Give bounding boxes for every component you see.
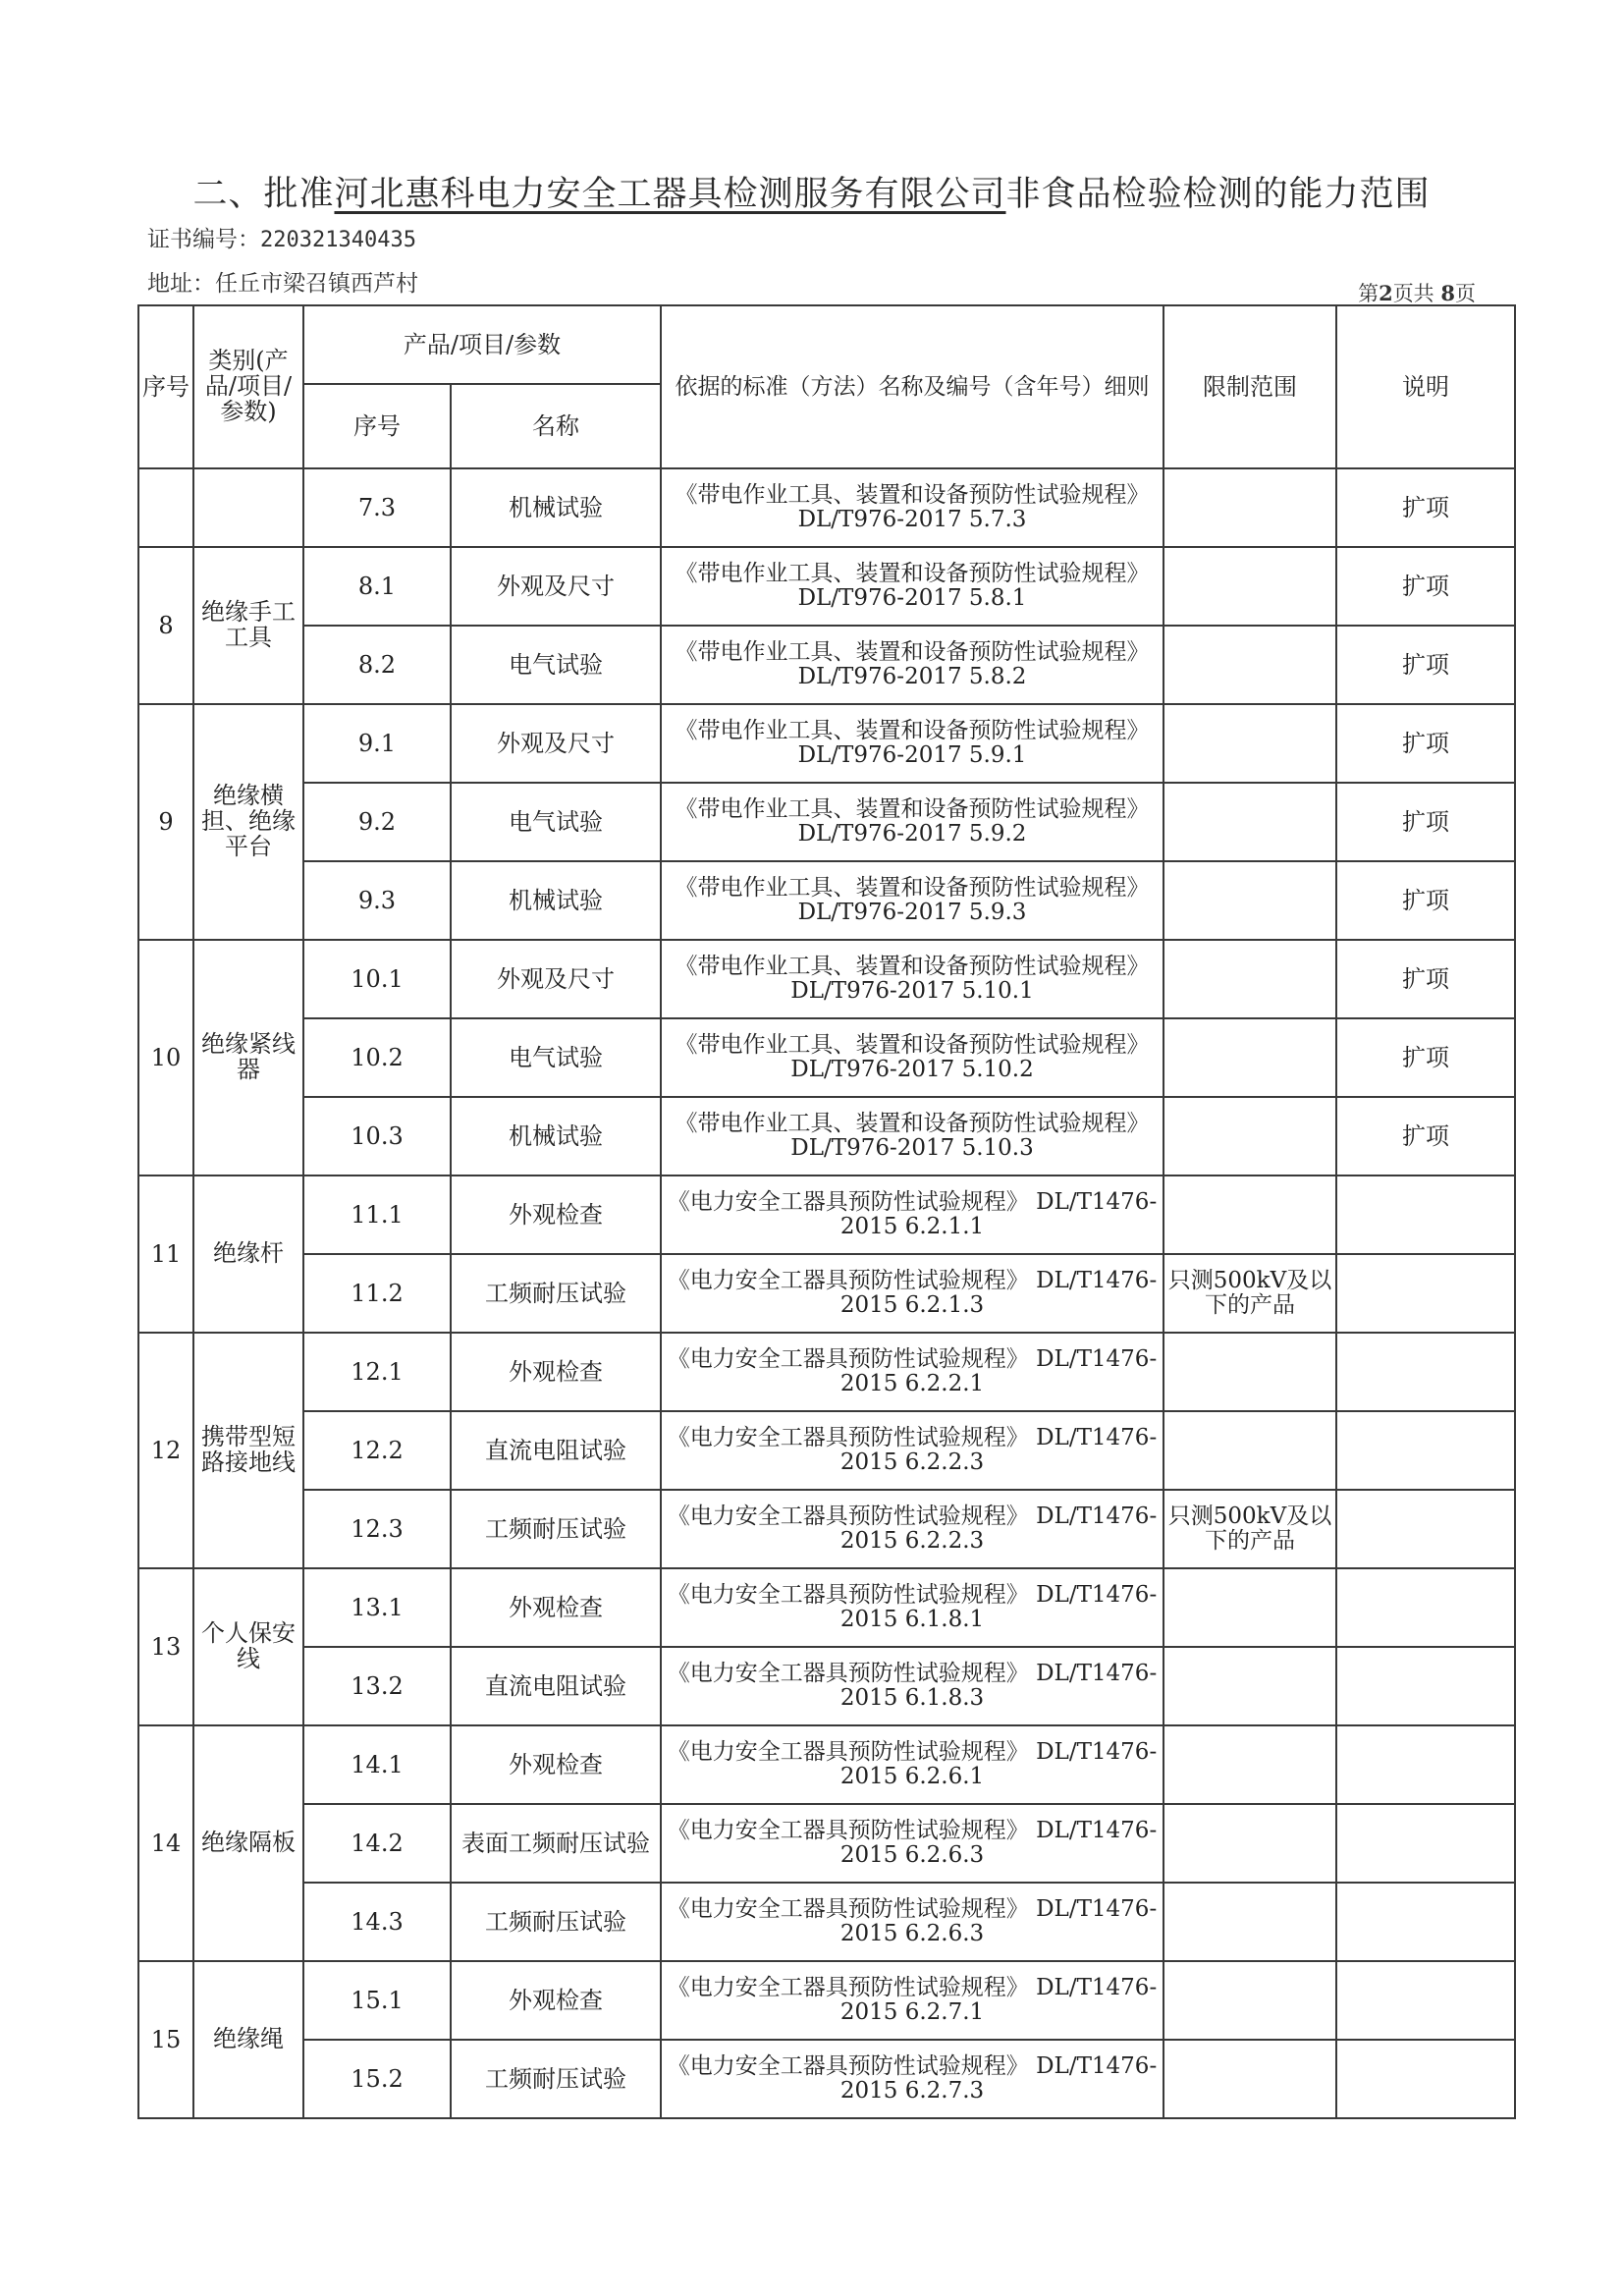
item-note: [1336, 1175, 1515, 1254]
group-seq: 12: [138, 1333, 193, 1568]
item-name: 外观检查: [451, 1568, 661, 1647]
item-standard: 《带电作业工具、装置和设备预防性试验规程》 DL/T976-2017 5.10.2: [661, 1018, 1163, 1097]
item-name: 工频耐压试验: [451, 1490, 661, 1568]
item-standard: 《带电作业工具、装置和设备预防性试验规程》 DL/T976-2017 5.9.3: [661, 861, 1163, 940]
header-seq: 序号: [138, 305, 193, 468]
item-note: 扩项: [1336, 547, 1515, 626]
item-sub-seq: 8.2: [303, 626, 451, 704]
group-category: 绝缘横担、绝缘平台: [193, 704, 303, 940]
table-row: [138, 1647, 1515, 1725]
item-sub-seq: 10.3: [303, 1097, 451, 1175]
item-note: [1336, 1490, 1515, 1568]
item-name: 直流电阻试验: [451, 1647, 661, 1725]
group-category: 绝缘手工工具: [193, 547, 303, 704]
item-sub-seq: 14.1: [303, 1725, 451, 1804]
item-note: [1336, 1254, 1515, 1333]
item-sub-seq: 11.1: [303, 1175, 451, 1254]
item-standard: 《电力安全工器具预防性试验规程》 DL/T1476-2015 6.2.1.1: [661, 1175, 1163, 1254]
item-name: 外观检查: [451, 1961, 661, 2040]
item-note: [1336, 1961, 1515, 2040]
item-name: 表面工频耐压试验: [451, 1804, 661, 1883]
item-limit: [1163, 1568, 1336, 1647]
item-standard: 《带电作业工具、装置和设备预防性试验规程》 DL/T976-2017 5.8.2: [661, 626, 1163, 704]
header-note: 说明: [1336, 305, 1515, 468]
page-middle: 页共: [1392, 282, 1434, 305]
item-standard: 《电力安全工器具预防性试验规程》 DL/T1476-2015 6.2.2.3: [661, 1411, 1163, 1490]
item-note: [1336, 1333, 1515, 1411]
item-name: 工频耐压试验: [451, 1254, 661, 1333]
group-seq: 11: [138, 1175, 193, 1333]
page-current: 2: [1379, 281, 1393, 305]
table-row: [138, 1097, 1515, 1175]
table-row: [138, 2040, 1515, 2118]
cert-label: 证书编号：: [147, 227, 260, 252]
table-body: [138, 468, 1515, 2118]
header-product-group: 产品/项目/参数: [303, 305, 661, 384]
item-note: [1336, 1647, 1515, 1725]
table-row: [138, 1175, 1515, 1254]
item-sub-seq: 11.2: [303, 1254, 451, 1333]
item-name: 电气试验: [451, 1018, 661, 1097]
item-sub-seq: 15.1: [303, 1961, 451, 2040]
item-sub-seq: 12.3: [303, 1490, 451, 1568]
item-standard: 《电力安全工器具预防性试验规程》 DL/T1476-2015 6.2.1.3: [661, 1254, 1163, 1333]
title-prefix: 二、批准: [192, 175, 335, 214]
item-sub-seq: 12.1: [303, 1333, 451, 1411]
item-limit: [1163, 861, 1336, 940]
item-limit: 只测500kV及以下的产品: [1163, 1490, 1336, 1568]
item-name: 外观检查: [451, 1333, 661, 1411]
item-name: 机械试验: [451, 861, 661, 940]
item-limit: [1163, 2040, 1336, 2118]
item-name: 直流电阻试验: [451, 1411, 661, 1490]
item-note: 扩项: [1336, 704, 1515, 783]
item-sub-seq: 9.1: [303, 704, 451, 783]
header-category: 类别(产品/项目/参数): [193, 305, 303, 468]
item-standard: 《电力安全工器具预防性试验规程》 DL/T1476-2015 6.2.6.3: [661, 1883, 1163, 1961]
item-sub-seq: 14.2: [303, 1804, 451, 1883]
header-standard: 依据的标准（方法）名称及编号（含年号）细则: [661, 305, 1163, 468]
group-category: 个人保安线: [193, 1568, 303, 1725]
item-standard: 《带电作业工具、装置和设备预防性试验规程》 DL/T976-2017 5.10.3: [661, 1097, 1163, 1175]
item-standard: 《带电作业工具、装置和设备预防性试验规程》 DL/T976-2017 5.10.1: [661, 940, 1163, 1018]
item-limit: [1163, 1647, 1336, 1725]
item-note: 扩项: [1336, 1018, 1515, 1097]
item-sub-seq: 15.2: [303, 2040, 451, 2118]
item-name: 工频耐压试验: [451, 2040, 661, 2118]
item-note: [1336, 1804, 1515, 1883]
table-row: [138, 1411, 1515, 1490]
item-note: [1336, 1883, 1515, 1961]
item-limit: [1163, 468, 1336, 547]
item-standard: 《电力安全工器具预防性试验规程》 DL/T1476-2015 6.2.7.3: [661, 2040, 1163, 2118]
group-seq: 8: [138, 547, 193, 704]
item-limit: [1163, 1175, 1336, 1254]
item-sub-seq: 9.3: [303, 861, 451, 940]
item-name: 电气试验: [451, 626, 661, 704]
item-note: [1336, 1725, 1515, 1804]
title-suffix: 非食品检验检测的能力范围: [1005, 175, 1431, 214]
item-sub-seq: 7.3: [303, 468, 451, 547]
header-sub-seq: 序号: [303, 384, 451, 468]
certificate-number: [147, 221, 416, 253]
item-name: 机械试验: [451, 1097, 661, 1175]
table-row: [138, 1490, 1515, 1568]
item-note: [1336, 1568, 1515, 1647]
item-limit: [1163, 1725, 1336, 1804]
item-note: 扩项: [1336, 626, 1515, 704]
page-indicator: [1358, 278, 1476, 307]
item-limit: [1163, 547, 1336, 626]
title-company: 河北惠科电力安全工器具检测服务有限公司: [334, 175, 1006, 214]
table-row: [138, 1883, 1515, 1961]
item-limit: [1163, 626, 1336, 704]
item-standard: 《带电作业工具、装置和设备预防性试验规程》 DL/T976-2017 5.7.3: [661, 468, 1163, 547]
item-name: 电气试验: [451, 783, 661, 861]
item-name: 外观及尺寸: [451, 940, 661, 1018]
table-row: [138, 626, 1515, 704]
page-prefix: 第: [1358, 282, 1380, 305]
item-standard: 《带电作业工具、装置和设备预防性试验规程》 DL/T976-2017 5.9.2: [661, 783, 1163, 861]
item-name: 工频耐压试验: [451, 1883, 661, 1961]
page-title: [0, 167, 1623, 216]
item-standard: 《电力安全工器具预防性试验规程》 DL/T1476-2015 6.2.7.1: [661, 1961, 1163, 2040]
page-total: 8: [1440, 281, 1455, 305]
item-limit: [1163, 940, 1336, 1018]
table-row: [138, 783, 1515, 861]
item-standard: 《带电作业工具、装置和设备预防性试验规程》 DL/T976-2017 5.9.1: [661, 704, 1163, 783]
cert-value: 220321340435: [260, 228, 416, 252]
item-name: 机械试验: [451, 468, 661, 547]
item-sub-seq: 8.1: [303, 547, 451, 626]
item-sub-seq: 13.1: [303, 1568, 451, 1647]
item-note: 扩项: [1336, 1097, 1515, 1175]
group-category: [193, 468, 303, 547]
item-name: 外观检查: [451, 1725, 661, 1804]
item-limit: [1163, 1018, 1336, 1097]
group-category: 绝缘紧线器: [193, 940, 303, 1175]
group-seq: 9: [138, 704, 193, 940]
item-limit: 只测500kV及以下的产品: [1163, 1254, 1336, 1333]
item-name: 外观及尺寸: [451, 547, 661, 626]
address: 地址：任丘市梁召镇西芦村: [147, 271, 418, 297]
item-limit: [1163, 783, 1336, 861]
group-seq: [138, 468, 193, 547]
item-limit: [1163, 1961, 1336, 2040]
item-note: 扩项: [1336, 468, 1515, 547]
item-sub-seq: 12.2: [303, 1411, 451, 1490]
group-seq: 13: [138, 1568, 193, 1725]
item-sub-seq: 13.2: [303, 1647, 451, 1725]
table-row: [138, 704, 1515, 783]
header-limit: 限制范围: [1163, 305, 1336, 468]
capability-table: [137, 304, 1516, 2119]
item-sub-seq: 9.2: [303, 783, 451, 861]
table-row: [138, 547, 1515, 626]
table-row: [138, 1018, 1515, 1097]
table-row: [138, 940, 1515, 1018]
item-standard: 《电力安全工器具预防性试验规程》 DL/T1476-2015 6.2.2.1: [661, 1333, 1163, 1411]
item-standard: 《带电作业工具、装置和设备预防性试验规程》 DL/T976-2017 5.8.1: [661, 547, 1163, 626]
table-row: [138, 1254, 1515, 1333]
item-limit: [1163, 704, 1336, 783]
table-row: [138, 861, 1515, 940]
group-category: 绝缘绳: [193, 1961, 303, 2118]
item-note: [1336, 2040, 1515, 2118]
item-standard: 《电力安全工器具预防性试验规程》 DL/T1476-2015 6.1.8.1: [661, 1568, 1163, 1647]
table-row: [138, 1333, 1515, 1411]
item-limit: [1163, 1411, 1336, 1490]
item-note: 扩项: [1336, 861, 1515, 940]
group-category: 绝缘杆: [193, 1175, 303, 1333]
group-seq: 14: [138, 1725, 193, 1961]
table-row: [138, 1568, 1515, 1647]
item-standard: 《电力安全工器具预防性试验规程》 DL/T1476-2015 6.2.6.1: [661, 1725, 1163, 1804]
item-note: 扩项: [1336, 940, 1515, 1018]
item-name: 外观检查: [451, 1175, 661, 1254]
item-standard: 《电力安全工器具预防性试验规程》 DL/T1476-2015 6.2.2.3: [661, 1490, 1163, 1568]
table-row: [138, 1961, 1515, 2040]
item-limit: [1163, 1333, 1336, 1411]
group-category: 携带型短路接地线: [193, 1333, 303, 1568]
item-limit: [1163, 1097, 1336, 1175]
group-seq: 10: [138, 940, 193, 1175]
item-sub-seq: 14.3: [303, 1883, 451, 1961]
item-name: 外观及尺寸: [451, 704, 661, 783]
item-limit: [1163, 1804, 1336, 1883]
table-row: [138, 1725, 1515, 1804]
item-note: [1336, 1411, 1515, 1490]
item-limit: [1163, 1883, 1336, 1961]
item-sub-seq: 10.2: [303, 1018, 451, 1097]
header-name: 名称: [451, 384, 661, 468]
item-standard: 《电力安全工器具预防性试验规程》 DL/T1476-2015 6.2.6.3: [661, 1804, 1163, 1883]
item-sub-seq: 10.1: [303, 940, 451, 1018]
group-category: 绝缘隔板: [193, 1725, 303, 1961]
item-standard: 《电力安全工器具预防性试验规程》 DL/T1476-2015 6.1.8.3: [661, 1647, 1163, 1725]
page-suffix: 页: [1455, 282, 1476, 305]
item-note: 扩项: [1336, 783, 1515, 861]
table-row: [138, 468, 1515, 547]
group-seq: 15: [138, 1961, 193, 2118]
table-row: [138, 1804, 1515, 1883]
